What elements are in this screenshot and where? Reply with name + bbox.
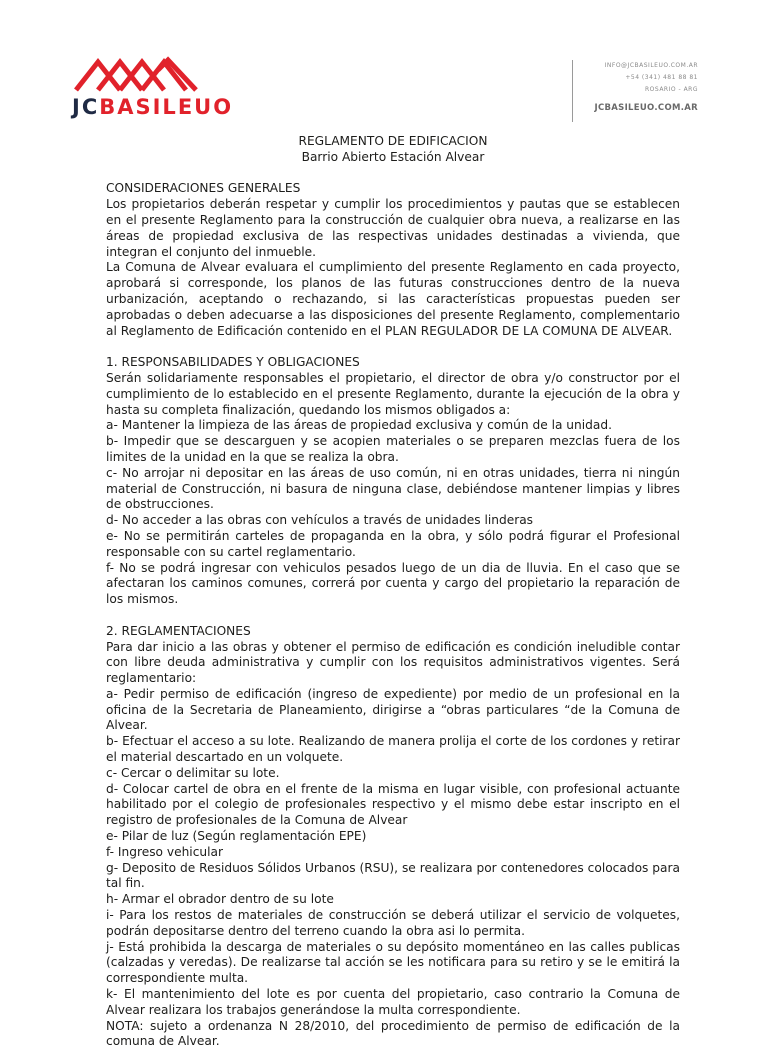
list-item: b- Efectuar el acceso a su lote. Realizando de manera prolija el corte de los cordones y retirar el material descartado en un volquete.	[106, 734, 680, 765]
section-heading: 1. RESPONSABILIDADES Y OBLIGACIONES	[106, 355, 360, 370]
paragraph: Para dar inicio a las obras y obtener el permiso de edificación es condición ineludible contar con libre deuda administrativa y cumplir con los requisitos administrativos vigentes. Será reglamentario:	[106, 639, 680, 686]
list-item: c- Cercar o delimitar su lote.	[106, 765, 280, 780]
company-logo	[72, 56, 234, 118]
brand-name	[72, 96, 234, 118]
list-item: h- Armar el obrador dentro de su lote	[106, 892, 334, 907]
list-item: j- Está prohibida la descarga de materiales o su depósito momentáneo en las calles publicas (calzadas y veredas). De realizarse tal acción se les notificara para su retiro y se le emitirá la correspondiente multa.	[106, 939, 680, 986]
list-item: f- Ingreso vehicular	[106, 844, 223, 859]
document-title: REGLAMENTO DE EDIFICACION	[298, 134, 488, 148]
paragraph: Los propietarios deberán respetar y cumplir los procedimientos y pautas que se establecen en el presente Reglamento para la construcción de cualquier obra nueva, a realizarse en las áreas de propiedad exclusiva de las respectivas unidades destinadas a vivienda, que integran el conjunto del inmueble.	[106, 197, 680, 259]
brand-part-basileuo: BASILEUO	[99, 95, 234, 119]
note: NOTA: sujeto a ordenanza N 28/2010, del procedimiento de permiso de edificación de la comuna de Alvear.	[106, 1018, 680, 1049]
contact-block	[594, 60, 698, 114]
header-divider	[572, 60, 573, 122]
brand-part-jc: JC	[72, 95, 100, 119]
document-subtitle: Barrio Abierto Estación Alvear	[301, 149, 485, 164]
section-heading: CONSIDERACIONES GENERALES	[106, 181, 301, 196]
list-item: a- Pedir permiso de edificación (ingreso de expediente) por medio de un profesional en la oficina de la Secretaria de Planeamiento, dirigirse a “obras particulares “de la Comuna de Alvear.	[106, 686, 680, 733]
paragraph: Serán solidariamente responsables el propietario, el director de obra y/o constructor por el cumplimiento de lo establecido en el presente Reglamento, durante la ejecución de la obra y hasta su completa finalización, quedando los mismos obligados a:	[106, 370, 680, 417]
mountains-logo-icon	[72, 56, 202, 92]
list-item: e- Pilar de luz (Según reglamentación EPE)	[106, 829, 367, 844]
contact-phone: +54 (341) 481 88 81	[625, 74, 698, 81]
list-item: e- No se permitirán carteles de propaganda en la obra, y sólo podrá figurar el Profesional responsable con su cartel reglamentario.	[106, 528, 680, 559]
paragraph: La Comuna de Alvear evaluara el cumplimiento del presente Reglamento en cada proyecto, aprobará si corresponde, los planos de las futuras construcciones dentro de la nueva urbanización, aceptando o rechazando, si las características propuestas pueden ser aprobadas o deben adecuarse a las disposiciones del presente Reglamento, complementario al Reglamento de Edificación contenido en el PLAN REGULADOR DE LA COMUNA DE ALVEAR.	[106, 260, 680, 338]
section-heading: 2. REGLAMENTACIONES	[106, 623, 251, 638]
contact-city: ROSARIO - ARG	[645, 86, 698, 93]
list-item: d- No acceder a las obras con vehículos a través de unidades linderas	[106, 513, 534, 528]
list-item: c- No arrojar ni depositar en las áreas de uso común, ni en otras unidades, tierra ni ningún material de Construcción, ni basura de ninguna clase, debiéndose mantener limpias y libres de obstrucciones.	[106, 465, 680, 512]
list-item: k- El mantenimiento del lote es por cuenta del propietario, caso contrario la Comuna de Alvear realizara los trabajos generándose la multa correspondiente.	[106, 987, 680, 1017]
list-item: b- Impedir que se descarguen y se acopien materiales o se preparen mezclas fuera de los limites de la unidad en la que se realiza la obra.	[106, 434, 680, 464]
list-item: a- Mantener la limpieza de las áreas de propiedad exclusiva y común de la unidad.	[106, 418, 612, 433]
document-body	[106, 134, 680, 1050]
contact-email[interactable]: INFO@JCBASILEUO.COM.AR	[604, 62, 698, 69]
contact-website[interactable]: JCBASILEUO.COM.AR	[594, 103, 698, 113]
list-item: d- Colocar cartel de obra en el frente de la misma en lugar visible, con profesional actuante habilitado por el colegio de profesionales respectivo y el mismo debe estar inscripto en el registro de profesionales de la Comuna de Alvear	[106, 781, 680, 828]
list-item: f- No se podrá ingresar con vehiculos pesados luego de un dia de lluvia. En el caso que se afectaran los caminos comunes, correrá por cuenta y cargo del propietario la reparación de los mismos.	[106, 560, 680, 607]
list-item: g- Deposito de Residuos Sólidos Urbanos (RSU), se realizara por contenedores colocados para tal fin.	[106, 860, 680, 891]
list-item: i- Para los restos de materiales de construcción se deberá utilizar el servicio de volquetes, podrán depositarse dentro del terreno cuando la obra asi lo permita.	[106, 908, 680, 938]
